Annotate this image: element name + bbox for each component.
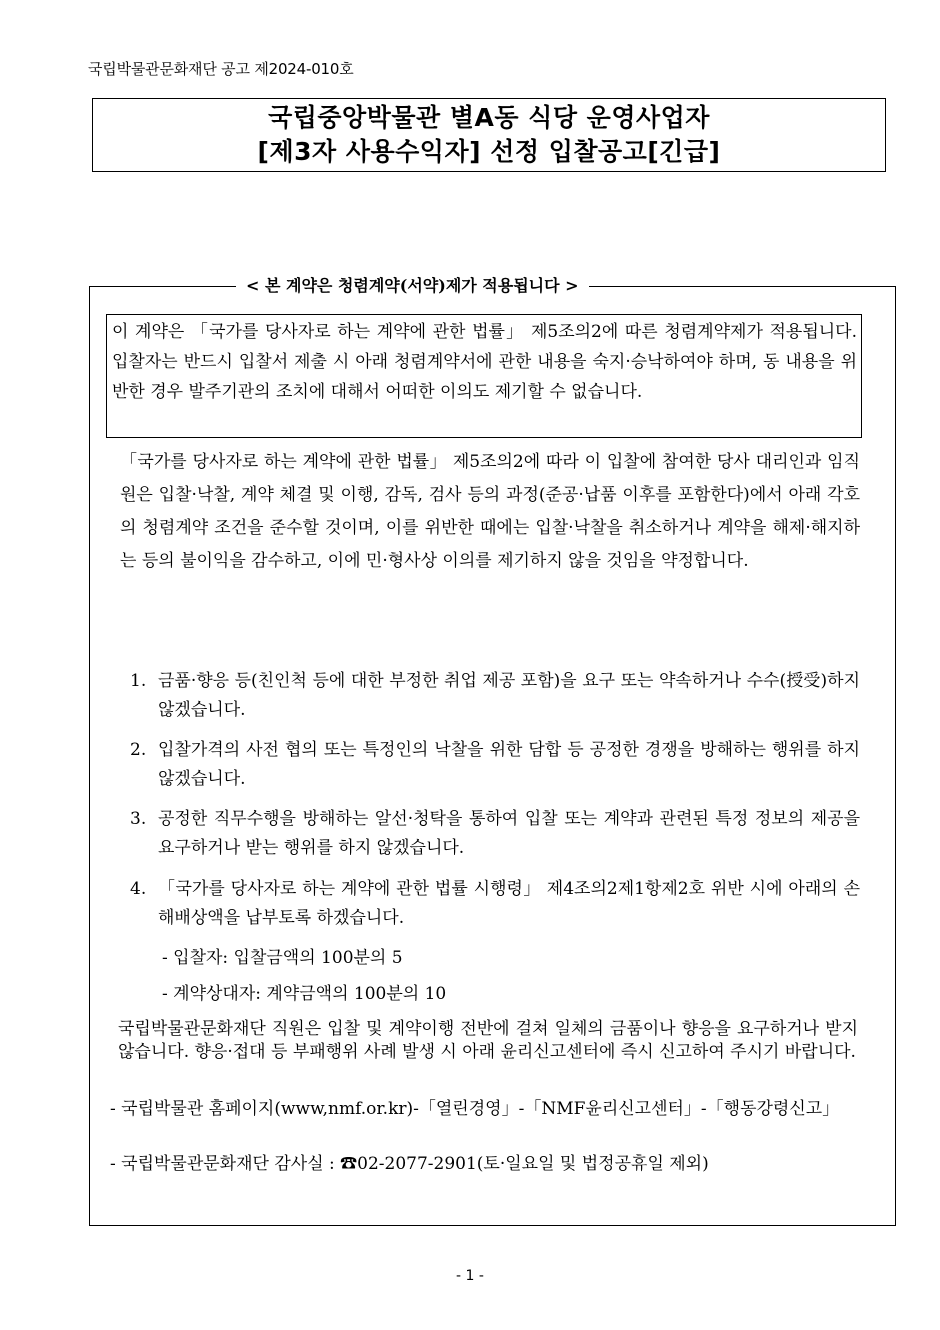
condition-item — [130, 875, 860, 933]
notice-number: 국립박물관문화재단 공고 제2024-010호 — [88, 60, 354, 78]
condition-item-text: 「국가를 당사자로 하는 계약에 관한 법률 시행령」 제4조의2제1항제2호 위반 시에 아래의 손해배상액을 납부토록 하겠습니다. — [158, 879, 860, 928]
integrity-notice-box: 이 계약은 「국가를 당사자로 하는 계약에 관한 법률」 제5조의2에 따른 청렴계약제가 적용됩니다. 입찰자는 반드시 입찰서 제출 시 아래 청렴계약서에 관한 내용을 숙지·승낙하여야 하며, 동 내용을 위반한 경우 발주기관의 조치에 대해서 어떠한 이의도 제기할 수 없습니다. — [106, 314, 862, 438]
condition-item-number: 1. — [130, 671, 147, 691]
title-line-2: [제3자 사용수익자] 선정 입찰공고[긴급] — [257, 137, 721, 166]
integrity-section-heading: < 본 계약은 청렴계약(서약)제가 적용됩니다 > — [236, 274, 589, 298]
condition-item-text: 공정한 직무수행을 방해하는 알선·청탁을 통하여 입찰 또는 계약과 관련된 특정 정보의 제공을 요구하거나 받는 행위를 하지 않겠습니다. — [158, 809, 860, 858]
report-channel-homepage: - 국립박물관 홈페이지(www,nmf.or.kr)-「열린경영」-「NMF윤리신고센터」-「행동강령신고」 — [110, 1099, 840, 1119]
penalty-contractor: - 계약상대자: 계약금액의 100분의 10 — [162, 984, 447, 1004]
closing-paragraph: 국립박물관문화재단 직원은 입찰 및 계약이행 전반에 걸쳐 일체의 금품이나 향응을 요구하거나 받지 않습니다. 향응·접대 등 부패행위 사례 발생 시 아래 윤리신고센터에 즉시 신고하여 주시기 바랍니다. — [118, 1019, 858, 1062]
condition-item — [130, 667, 860, 725]
condition-item — [130, 736, 860, 794]
condition-item-number: 4. — [130, 879, 147, 899]
pledge-paragraph: 「국가를 당사자로 하는 계약에 관한 법률」 제5조의2에 따라 이 입찰에 참여한 당사 대리인과 임직원은 입찰·낙찰, 계약 체결 및 이행, 감독, 검사 등의 과정(준공·납품 이후를 포함한다)에서 아래 각호의 청렴계약 조건을 준수할 것이며, 이를 위반한 때에는 입찰·낙찰을 취소하거나 계약을 해제·해지하는 등의 불이익을 감수하고, 이에 민·형사상 이의를 제기하지 않을 것임을 약정합니다. — [120, 452, 860, 571]
title-line-1: 국립중앙박물관 별A동 식당 운영사업자 — [268, 103, 710, 132]
page-number: - 1 - — [456, 1268, 484, 1284]
penalty-bidder: - 입찰자: 입찰금액의 100분의 5 — [162, 948, 403, 968]
condition-item-number: 2. — [130, 740, 147, 760]
condition-item-text: 입찰가격의 사전 협의 또는 특정인의 낙찰을 위한 담합 등 공정한 경쟁을 방해하는 행위를 하지 않겠습니다. — [158, 740, 860, 789]
document-title — [92, 98, 886, 172]
condition-item-number: 3. — [130, 809, 147, 829]
condition-item-text: 금품·향응 등(친인척 등에 대한 부정한 취업 제공 포함)을 요구 또는 약속하거나 수수(授受)하지 않겠습니다. — [158, 671, 860, 720]
condition-item — [130, 805, 860, 863]
report-channel-audit-office: - 국립박물관문화재단 감사실 : ☎02-2077-2901(토·일요일 및 법정공휴일 제외) — [110, 1154, 709, 1174]
